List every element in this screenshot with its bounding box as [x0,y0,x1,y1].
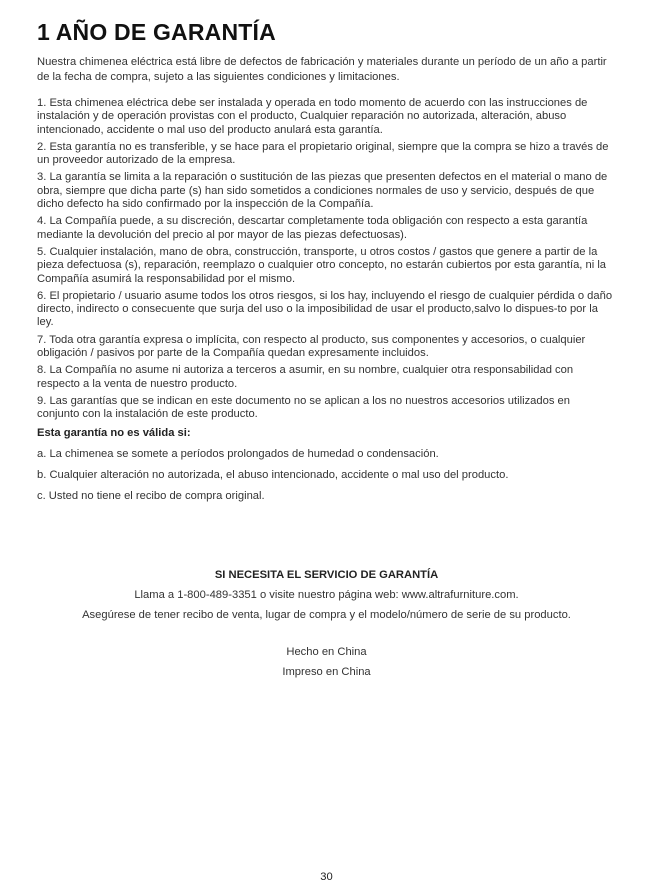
invalid-item-b: b. Cualquier alteración no autorizada, el abuso intencionado, accidente o mal uso del producto. [37,468,509,481]
origin-section [0,645,653,685]
made-in: Hecho en China [286,646,367,658]
warranty-page [37,18,615,503]
service-heading: SI NECESITA EL SERVICIO DE GARANTÍA [214,569,439,581]
invalid-item-c: c. Usted no tiene el recibo de compra original. [37,489,265,502]
warranty-clauses [37,97,615,422]
clause-6: 6. El propietario / usuario asume todos los otros riesgos, si los hay, incluyendo el riesgo de cualquier pérdida o daño directo, indirecto o consecuente que surja del uso o la imposibilidad de usar el producto,salvo lo dispues-to por la ley. [37,289,613,329]
clause-7: 7. Toda otra garantía expresa o implícita, con respecto al producto, sus componentes y accesorios, o cualquier obligación / pasivos por parte de la Compañía quedan expresamente incluidos. [37,333,586,360]
page-number: 30 [320,871,333,883]
clause-3: 3. La garantía se limita a la reparación o sustitución de las piezas que presenten defectos en el material o mano de obra, siempre que dicha parte (s) han sido sometidos a condiciones normales de uso y servicio, después de que dicho defecto ha sido confirmado por la inspección de la Compañía. [37,171,608,211]
invalid-heading: Esta garantía no es válida si: [37,426,191,439]
clause-8: 8. La Compañía no asume ni autoriza a terceros a asumir, en su nombre, cualquier otra responsabilidad con respecto a la venta de nuestro producto. [37,364,574,390]
clause-5: 5. Cualquier instalación, mano de obra, construcción, transporte, u otros costos / gastos que genere a partir de la pieza defectuosa (s), reparación, reemplazo o cualquier otro concepto, no estarán cubiertos por esta garantía, ni la Compañía asumirá la responsabilidad por el mismo. [37,245,607,285]
warranty-service-section [0,568,653,622]
clause-4: 4. La Compañía puede, a su discreción, descartar completamente toda obligación con respecto a esta garantía mediante la devolución del precio al por mayor de las piezas defectuosas). [37,215,588,241]
clause-2: 2. Esta garantía no es transferible, y se hace para el propietario original, siempre que la compra se hizo a través de un proveedor autorizado de la empresa. [37,140,609,167]
invalid-conditions [37,426,615,503]
clause-9: 9. Las garantías que se indican en este documento no se aplican a los no nuestros accesorios utilizados en conjunto con la instalación de este producto. [37,394,570,421]
service-reminder: Asegúrese de tener recibo de venta, lugar de compra y el modelo/número de serie de su producto. [82,609,571,621]
invalid-item-a: a. La chimenea se somete a períodos prolongados de humedad o condensación. [37,447,439,460]
intro-paragraph: Nuestra chimenea eléctrica está libre de defectos de fabricación y materiales durante un período de un año a partir de la fecha de compra, sujeto a las siguientes condiciones y limitaciones. [37,56,607,83]
clause-1: 1. Esta chimenea eléctrica debe ser instalada y operada en todo momento de acuerdo con las instrucciones de instalación y de operación provistas con el producto, Cualquier reparación no autorizada, alteración, abuso intencionado, accidente o mal uso del producto anulará esta garantía. [37,97,588,136]
page-title: 1 AÑO DE GARANTÍA [37,19,276,45]
printed-in: Impreso en China [282,666,371,678]
service-contact: Llama a 1-800-489-3351 o visite nuestro página web: www.altrafurniture.com. [134,589,519,601]
